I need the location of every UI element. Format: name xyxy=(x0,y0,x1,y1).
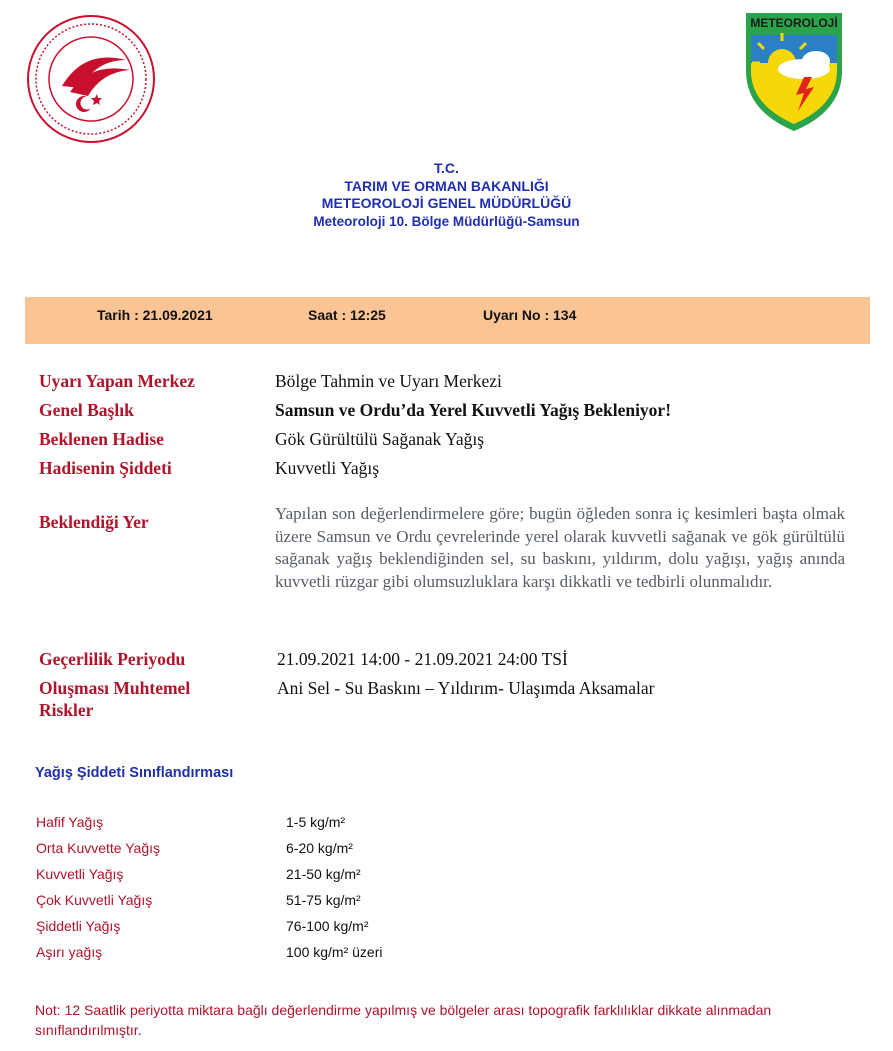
event-label: Beklenen Hadise xyxy=(39,429,164,449)
warning-banner xyxy=(25,297,870,344)
classification-value: 6-20 kg/m² xyxy=(286,840,353,856)
validity-label: Geçerlilik Periyodu xyxy=(39,649,186,669)
title-value: Samsun ve Ordu’da Yerel Kuvvetli Yağış Bekleniyor! xyxy=(275,400,672,420)
classification-title: Yağış Şiddeti Sınıflandırması xyxy=(35,765,234,781)
risks-value: Ani Sel - Su Baskını – Yıldırım- Ulaşımda Aksamalar xyxy=(277,678,655,698)
center-value: Bölge Tahmin ve Uyarı Merkezi xyxy=(275,371,502,391)
ministry-seal-logo xyxy=(26,14,156,144)
meteorology-logo-text: METEOROLOJİ xyxy=(750,16,838,30)
classification-value: 51-75 kg/m² xyxy=(286,892,361,908)
classification-value: 76-100 kg/m² xyxy=(286,918,369,934)
header-ministry: TARIM VE ORMAN BAKANLIĞI xyxy=(344,177,549,194)
classification-name: Şiddetli Yağış xyxy=(36,918,121,934)
banner-time: Saat : 12:25 xyxy=(308,307,386,323)
classification-name: Kuvvetli Yağış xyxy=(36,866,124,882)
header-directorate: METEOROLOJİ GENEL MÜDÜRLÜĞÜ xyxy=(321,195,572,211)
banner-date: Tarih : 21.09.2021 xyxy=(97,307,213,323)
severity-label: Hadisenin Şiddeti xyxy=(39,458,172,478)
classification-name: Çok Kuvvetli Yağış xyxy=(36,892,153,908)
document-header xyxy=(0,160,893,230)
risks-label: Oluşması Muhtemel Riskler xyxy=(39,678,191,720)
header-regional-office: Meteoroloji 10. Bölge Müdürlüğü-Samsun xyxy=(313,213,580,229)
classification-value: 21-50 kg/m² xyxy=(286,866,361,882)
meteorology-logo xyxy=(744,11,844,133)
center-label: Uyarı Yapan Merkez xyxy=(39,371,195,391)
classification-name: Orta Kuvvette Yağış xyxy=(36,840,160,856)
banner-warning-number: Uyarı No : 134 xyxy=(483,307,577,323)
title-label: Genel Başlık xyxy=(39,400,134,420)
classification-name: Hafif Yağış xyxy=(36,814,104,830)
classification-name: Aşırı yağış xyxy=(36,944,103,960)
location-label: Beklendiği Yer xyxy=(39,512,149,532)
severity-value: Kuvvetli Yağış xyxy=(275,458,380,478)
validity-value: 21.09.2021 14:00 - 21.09.2021 24:00 TSİ xyxy=(277,649,568,669)
event-value: Gök Gürültülü Sağanak Yağış xyxy=(275,429,485,449)
header-tc: T.C. xyxy=(434,160,459,176)
classification-value: 100 kg/m² üzeri xyxy=(286,944,383,960)
location-value: Yapılan son değerlendirmelere göre; bugün öğleden sonra iç kesimleri başta olmak üzere Samsun ve Ordu çevrelerinde yerel olarak kuvvetli sağanak ve gök gürültülü sağanak yağış beklendiğinden sel, su baskını, yıldırım, dolu yağışı, yağış anında kuvvetli rüzgar gibi olumsuzluklara karşı dikkatli ve tedbirli olunmalıdır. xyxy=(275,504,845,591)
classification-value: 1-5 kg/m² xyxy=(286,814,346,830)
footnote: Not: 12 Saatlik periyotta miktara bağlı değerlendirme yapılmış ve bölgeler arası topografik farklılıklar dikkate alınmadan sınıflandırılmıştır. xyxy=(35,1002,772,1038)
